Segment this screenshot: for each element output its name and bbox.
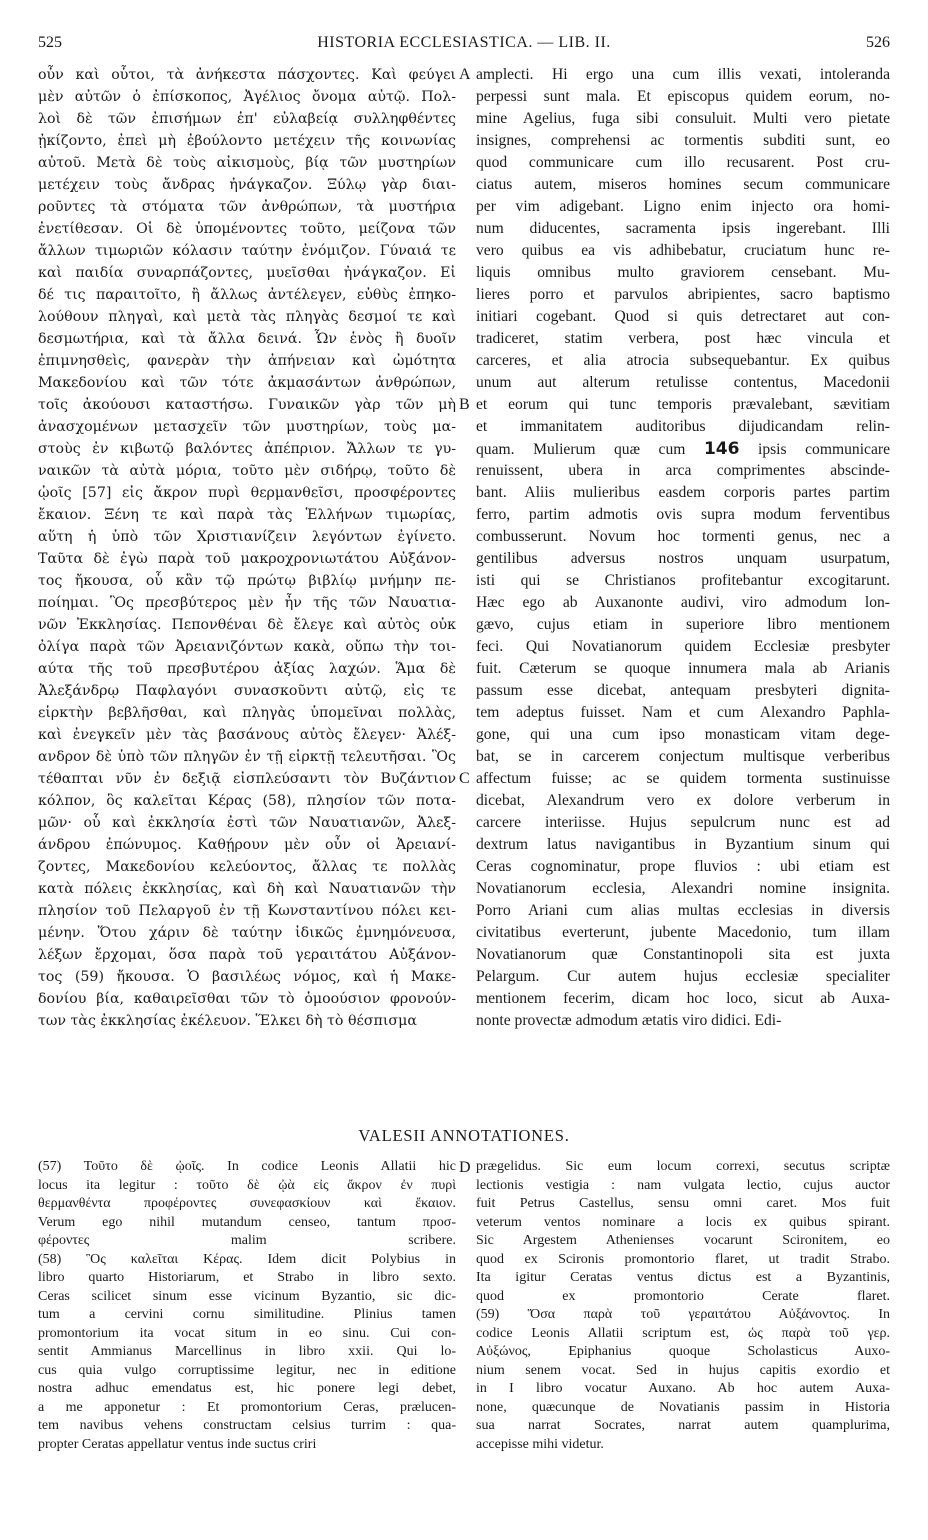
note-line: veterum ventos nominare a locis ex quibus spirant. xyxy=(476,1214,890,1230)
section-marker-a: A xyxy=(459,66,471,83)
greek-text-line: μένην. Ὅτου χάριν δὲ ταύτην ἰδικῶς ἐμνημόνευσα, xyxy=(38,925,456,941)
greek-text-line: λέξων ἔρχομαι, ὅσα παρὰ τοῦ γεραιτάτου Αὐξάνον- xyxy=(38,947,456,963)
greek-text-line: άνδρου ἐπώνυμος. Καθῄρουν μὲν οὖν οἱ Ἀρειανί- xyxy=(38,837,456,853)
greek-text-line: τος ἤκουσα, οὗ κἂν τῷ πρώτῳ βιβλίῳ μνήμην πε- xyxy=(38,573,456,589)
greek-text-line: ἀνασχομένων μετασχεῖν τῶν μυστηρίων, τοὺς μα- xyxy=(38,419,456,435)
greek-text-line: των τὰς ἐκκλησίας ἐκέλευον. Ἕλκει δὴ τὸ θέσπισμα xyxy=(38,1013,417,1029)
latin-text-line: perpessi sunt mala. Et episcopus quidem eorum, no- xyxy=(476,88,890,105)
greek-text-line: ᾠοῖς [57] εἰς ἄκρον πυρὶ θερμανθεῖσι, προσφέροντες xyxy=(38,485,456,501)
page-number-left: 525 xyxy=(38,34,62,51)
latin-text-line: quod communicare cum illo recusarent. Post cru- xyxy=(476,154,890,171)
note-line: in I libro vocatur Auxano. Ab hoc autem Auxa- xyxy=(476,1381,890,1396)
note-line: (58) Ὃς καλεῖται Κέρας. Idem dicit Polybius in xyxy=(38,1251,456,1267)
latin-text-line: Hæc ego ab Auxanonte audivi, viro admodum lon- xyxy=(476,594,890,611)
greek-text-line: μῶν· οὗ καὶ ἐκκλησία ἐστὶ τῶν Ναυατιανῶν, Ἀλεξ- xyxy=(38,815,456,831)
note-line: Ceras scilicet sinum esse vicinum Byzantio, sic dic- xyxy=(38,1288,456,1304)
latin-text-line: Porro Ariani cum alias multas ecclesias in diversis xyxy=(476,902,890,919)
latin-text-line: et immanitatem auditoribus dijudicandam relin- xyxy=(476,418,890,435)
greek-text-line: κατὰ πόλεις ἐκκλησίας, καὶ δὴ καὶ Ναυατιανῶν τὴν xyxy=(38,881,456,897)
greek-text-line: ἄλλων τιμωριῶν κόλασιν ταύτην ἐνόμιζον. Γύναιά τε xyxy=(38,243,456,259)
notes-left-column xyxy=(38,1158,456,1454)
note-line: sentit Ammianus Marcellinus in libro xxii. Qui lo- xyxy=(38,1344,456,1359)
latin-line-text: quam. Mulierum quæ cum xyxy=(476,441,704,458)
greek-text-line: νῶν Ἐκκλησίας. Πεπονθέναι δὲ ἔλεγε καὶ αὐτὸς οὐκ xyxy=(38,617,456,633)
note-line: Αὐξώνος, Epiphanius quoque Scholasticus Auxo- xyxy=(476,1344,890,1359)
latin-text-line: bant. Aliis mulieribus easdem corporis partes partim xyxy=(476,484,890,501)
note-line: (57) Τοῦτο δὲ ᾠοῖς. In codice Leonis Allatii hic xyxy=(38,1159,456,1174)
note-line: cus quia vulgo corruptissime legitur, nec in editione xyxy=(38,1362,456,1378)
greek-text-line: αὕτη ἡ ὑπὸ τῶν Χριστιανίζειν λεγόντων ἐγίνετο. xyxy=(38,529,456,545)
greek-text-line: καὶ ἐνεγκεῖν μὲν τὰς βασάνους αὐτὸς ἔλεγεν· Ἀλέξ- xyxy=(38,727,456,743)
latin-text-line: unum aut alterum retulisse contentus, Macedonii xyxy=(476,374,890,391)
note-line: nostra adhuc emendatus est, hic ponere legi debet, xyxy=(38,1381,456,1396)
greek-text-line: μετέχειν τοὺς ἄνδρας ἠνάγκαζον. Ξύλῳ γὰρ διαι- xyxy=(38,177,456,193)
latin-text-line: tem adeptus fuisset. Nam et cum Alexandro Paphla- xyxy=(476,704,890,721)
latin-text-line: renuissent, ubera in arca comprimentes abscinde- xyxy=(476,462,890,479)
latin-line-text: ipsis communicare xyxy=(739,441,890,458)
latin-text-line: Ceras cognominatur, prope fluvios : ubi etiam est xyxy=(476,858,890,875)
greek-text-line: αὐτοῦ. Μετὰ δὲ τοὺς αἰκισμοὺς, βίᾳ τῶν μυστηρίων xyxy=(38,155,456,171)
notes-right-column xyxy=(476,1158,890,1454)
note-line: lectionis vestigia : nam vulgata lectio, cujus auctor xyxy=(476,1177,890,1193)
section-marker-d: D xyxy=(459,1159,471,1176)
page-number-right: 526 xyxy=(866,34,890,51)
latin-text-column xyxy=(476,64,890,1032)
note-line: Verum ego nihil mutandum censeo, tantum προσ- xyxy=(38,1214,456,1230)
greek-text-line: ανδρον δὲ ὑπὸ τῶν πληγῶν ἐν τῇ εἱρκτῇ τελευτῆσαι. Ὃς xyxy=(38,749,456,765)
latin-text-line: bat, se in carcerem conjectum multisque verberibus xyxy=(476,748,890,765)
note-line: libro quarto Historiarum, et Strabo in libro sexto. xyxy=(38,1270,456,1285)
greek-text-line: λούθουν πληγαὶ, καὶ μετὰ τὰς πληγὰς δεσμοί τε καὶ xyxy=(38,309,456,325)
greek-text-line: ᾐκίζοντο, ἐπεὶ μὴ ἐβούλοντο μετέχειν τῆς κοινωνίας xyxy=(38,133,456,149)
note-line: nium senem vocat. Sed in hujus capitis exordio et xyxy=(476,1362,890,1378)
note-line: quod ex promontorio Cerate flaret. xyxy=(476,1288,890,1304)
note-line: quod ex Scironis promontorio flaret, ut tradit Strabo. xyxy=(476,1251,890,1267)
latin-text-line: vero quibus ea vis adhibebatur, cruciatum hunc re- xyxy=(476,242,890,259)
latin-text-line: affectum fuisse; ac se quidem tormenta sustinuisse xyxy=(476,770,890,787)
greek-text-line: Ἀλεξάνδρῳ Παφλαγόνι συνασκοῦντι αὐτῷ, εἰς τε xyxy=(38,683,456,699)
latin-text-line xyxy=(476,438,890,460)
latin-text-line: et eorum qui tunc temporis prævalebant, sævitiam xyxy=(476,396,890,413)
greek-text-line: καὶ παιδία συναρπάζοντες, μυεῖσθαι ἠνάγκαζον. Εἰ xyxy=(38,265,456,281)
greek-text-line: πλησίον τοῦ Πελαργοῦ ἐν τῇ Κωνσταντίνου πόλει κει- xyxy=(38,903,456,919)
note-line: Sic Argestem Athenienses vocarunt Scironitem, eo xyxy=(476,1233,890,1248)
latin-text-line: gentilibus adversus nostros unquam usurpatum, xyxy=(476,550,890,567)
greek-text-line: οὖν καὶ οὗτοι, τὰ ἀνήκεστα πάσχοντες. Καὶ φεύγει xyxy=(38,67,456,83)
latin-text-line: carcere interiisse. Hujus sepulcrum nunc est ad xyxy=(476,814,890,831)
greek-text-line: κόλπον, ὃς καλεῖται Κέρας (58), πλησίον τῶν ποτα- xyxy=(38,793,456,809)
note-line: φέροντες malim scribere. xyxy=(38,1233,456,1248)
greek-text-line: τοῖς ἀκούουσι καταστήσω. Γυναικῶν γὰρ τῶν μὴ xyxy=(38,397,456,413)
greek-text-line: δονίου βία, καθαιρεῖσθαι τῶν τὸ ὁμοούσιον φρονούν- xyxy=(38,991,456,1007)
latin-text-line: per vim adigebant. Ligno enim injecto ora homi- xyxy=(476,198,890,215)
latin-text-line: dicebat, Alexandrum vero ex dolore verberum in xyxy=(476,792,890,809)
latin-text-line: ciatus autem, miseros homines secum communicare xyxy=(476,176,890,193)
latin-text-line: passum esse dicebat, antequam presbyteri dignita- xyxy=(476,682,890,699)
latin-text-line: Novatianorum quæ Constantinopoli sita est juxta xyxy=(476,946,890,963)
latin-text-line: lieres porro et parvulos abripientes, sacro baptismo xyxy=(476,286,890,303)
greek-text-line: Μακεδονίου καὶ τῶν τότε ἀκμασάντων ἀνθρώπων, xyxy=(38,375,456,391)
latin-text-line: gone, qui una cum ipso monasticam vitam dege- xyxy=(476,726,890,743)
note-line: (59) Ὅσα παρὰ τοῦ γεραιτάτου Αὐξάνοντος. In xyxy=(476,1307,890,1322)
greek-text-line: δέ τις παραιτοῖτο, ἢ ἄλλως ἀντέλεγεν, εὐθὺς ἐπηκο- xyxy=(38,287,456,303)
note-line: tem navibus vehens constructam celsius turrim : qua- xyxy=(38,1418,456,1433)
note-line: propter Ceratas appellatur ventus inde suctus criri xyxy=(38,1436,317,1452)
note-line: fuit Petrus Castellus, sensu omni caret. Mos fuit xyxy=(476,1196,890,1211)
latin-text-line: dextrum latus navigantibus in Byzantium sinum qui xyxy=(476,836,890,853)
margin-page-number: 146 xyxy=(703,439,740,459)
greek-text-line: ζοντες, Μακεδονίου κελεύοντος, ἄλλας τε πολλὰς xyxy=(38,859,456,875)
section-marker-b: B xyxy=(459,396,470,413)
greek-text-line: αύτα τῆς τοῦ πρεσβυτέρου ἀξίας λαχών. Ἅμα δὲ xyxy=(38,661,456,677)
latin-text-line: insignes, comprehensi ac tormentis subditi sunt, eo xyxy=(476,132,890,149)
latin-text-line: liquis omnibus multo graviorem censebant. Mu- xyxy=(476,264,890,281)
note-line: a me apponetur : Et promontorium Ceras, prælucen- xyxy=(38,1399,456,1415)
greek-text-line: εἱρκτὴν βεβλῆσθαι, καὶ πληγὰς ὑπομεῖναι πολλὰς, xyxy=(38,705,456,721)
section-marker-c: C xyxy=(459,770,470,787)
latin-text-line: amplecti. Hi ergo una cum illis vexati, intoleranda xyxy=(476,66,890,83)
latin-text-line: mentionem fecerim, dicam hoc loco, sicut ab Auxa- xyxy=(476,990,890,1007)
latin-text-line: feci. Qui Novatianorum quidem Ecclesiæ presbyter xyxy=(476,638,890,655)
greek-text-line: λοὶ δὲ τῶν ἐπισήμων ἐπ' εὐλαβείᾳ συλληφθέντες xyxy=(38,111,456,127)
note-line: promontorium ita vocat situm in eo sinu. Cui con- xyxy=(38,1325,456,1341)
greek-text-line: ἔκαιον. Ξένη τε καὶ παρὰ τὰς Ἑλλήνων τιμωρίας, xyxy=(38,507,456,523)
note-line: accepisse mihi videtur. xyxy=(476,1436,604,1452)
greek-text-line: ἐνετίθεσαν. Οἱ δὲ ὑπομένοντες τοῦτο, μείζονα τῶν xyxy=(38,221,456,237)
latin-text-line: tradiceret, statim verbera, post hæc vincula et xyxy=(476,330,890,347)
latin-text-line: combusserunt. Novum hoc tormenti genus, nec a xyxy=(476,528,890,545)
greek-text-line: τος (59) ἤκουσα. Ὁ βασιλέως νόμος, καὶ ἡ Μακε- xyxy=(38,969,456,985)
greek-text-line: ἐπιμνησθεὶς, φανερὰν τὴν ἀπήνειαν καὶ ὠμότητα xyxy=(38,353,456,369)
latin-text-line: nonte provectæ admodum ætatis viro didici. Edi- xyxy=(476,1012,782,1029)
greek-text-line: δεσμωτήρια, καὶ τὰ ἄλλα δεινά. Ὧν ἑνὸς ἢ δυοῖν xyxy=(38,331,456,347)
note-line: sua narrat Socrates, narrat autem quamplurima, xyxy=(476,1418,890,1433)
note-line: tum a cervini cornu similitudine. Plinius tamen xyxy=(38,1307,456,1322)
latin-text-line: num diducentes, sacramenta ipsis ingerebant. Illi xyxy=(476,220,890,237)
greek-text-line: Ταῦτα δὲ ἐγὼ παρὰ τοῦ μακροχρονιωτάτου Αὐξάνον- xyxy=(38,551,456,567)
latin-text-line: isti qui se Christianos profitebantur excogitarunt. xyxy=(476,572,890,589)
greek-text-line: τέθαπται νῦν ἐν δεξιᾷ εἰσπλεύσαντι τὸν Βυζάντιον xyxy=(38,771,456,787)
greek-text-line: μὲν αὐτῶν ὁ ἐπίσκοπος, Ἀγέλιος ὄνομα αὐτῷ. Πολ- xyxy=(38,89,456,105)
latin-text-line: Pelargum. Cur autem hujus ecclesiæ specialiter xyxy=(476,968,890,985)
latin-text-line: civitatibus everterunt, jubente Macedonio, tum illam xyxy=(476,924,890,941)
greek-text-line: ὀλίγα παρὰ τῶν Ἀρειανιζόντων κακὰ, οὔπω τὴν τοι- xyxy=(38,639,456,655)
latin-text-line: fuit. Cæterum se quoque innumera mala ab Arianis xyxy=(476,660,890,677)
greek-text-line: ποίημαι. Ὃς πρεσβύτερος μὲν ἦν τῆς τῶν Ναυατια- xyxy=(38,595,456,611)
latin-text-line: gævo, cujus etiam in superiore libro mentionem xyxy=(476,616,890,633)
note-line: none, quæcunque de Novatianis passim in Historia xyxy=(476,1399,890,1415)
latin-text-line: initiari cogebant. Quod si quis detrectaret aut con- xyxy=(476,308,890,325)
latin-text-line: ferro, partim admotis ovis supra modum ferventibus xyxy=(476,506,890,523)
greek-text-column xyxy=(38,64,456,1032)
note-line: codice Leonis Allatii scriptum est, ὡς παρὰ τοῦ γερ. xyxy=(476,1325,890,1341)
page-header xyxy=(38,34,890,56)
greek-text-line: ροῦντες τὰ στόματα τῶν ἀνθρώπων, τὰ μυστήρια xyxy=(38,199,456,215)
annotations-title: VALESII ANNOTATIONES. xyxy=(358,1126,570,1145)
latin-text-line: Novatianorum ecclesia, Alexandri nomine insignita. xyxy=(476,880,890,897)
note-line: locus ita legitur : τοῦτο δὲ ᾠὰ εἰς ἄκρον ἐν πυρὶ xyxy=(38,1177,456,1193)
note-line: θερμανθέντα προφέροντες συνεφασκίουν καὶ ἔκαιον. xyxy=(38,1196,456,1211)
greek-text-line: ναικῶν τὰ αὐτὰ μόρια, τοῦτο μὲν σιδήρῳ, τοῦτο δὲ xyxy=(38,463,456,479)
greek-text-line: στοὺς ἐν κιβωτῷ βαλόντες ἀπέπριον. Ἄλλων τε γυ- xyxy=(38,441,456,457)
note-line: prægelidus. Sic eum locum correxi, secutus scriptæ xyxy=(476,1159,890,1174)
note-line: Ita igitur Ceratas ventus dictus est a Byzantinis, xyxy=(476,1270,890,1285)
running-title: HISTORIA ECCLESIASTICA. — LIB. II. xyxy=(317,34,611,51)
latin-text-line: mine Agelius, fuga sibi consuluit. Multi vero pietate xyxy=(476,110,890,127)
latin-text-line: carceres, et alia atrocia subsequebantur. Ex quibus xyxy=(476,352,890,369)
